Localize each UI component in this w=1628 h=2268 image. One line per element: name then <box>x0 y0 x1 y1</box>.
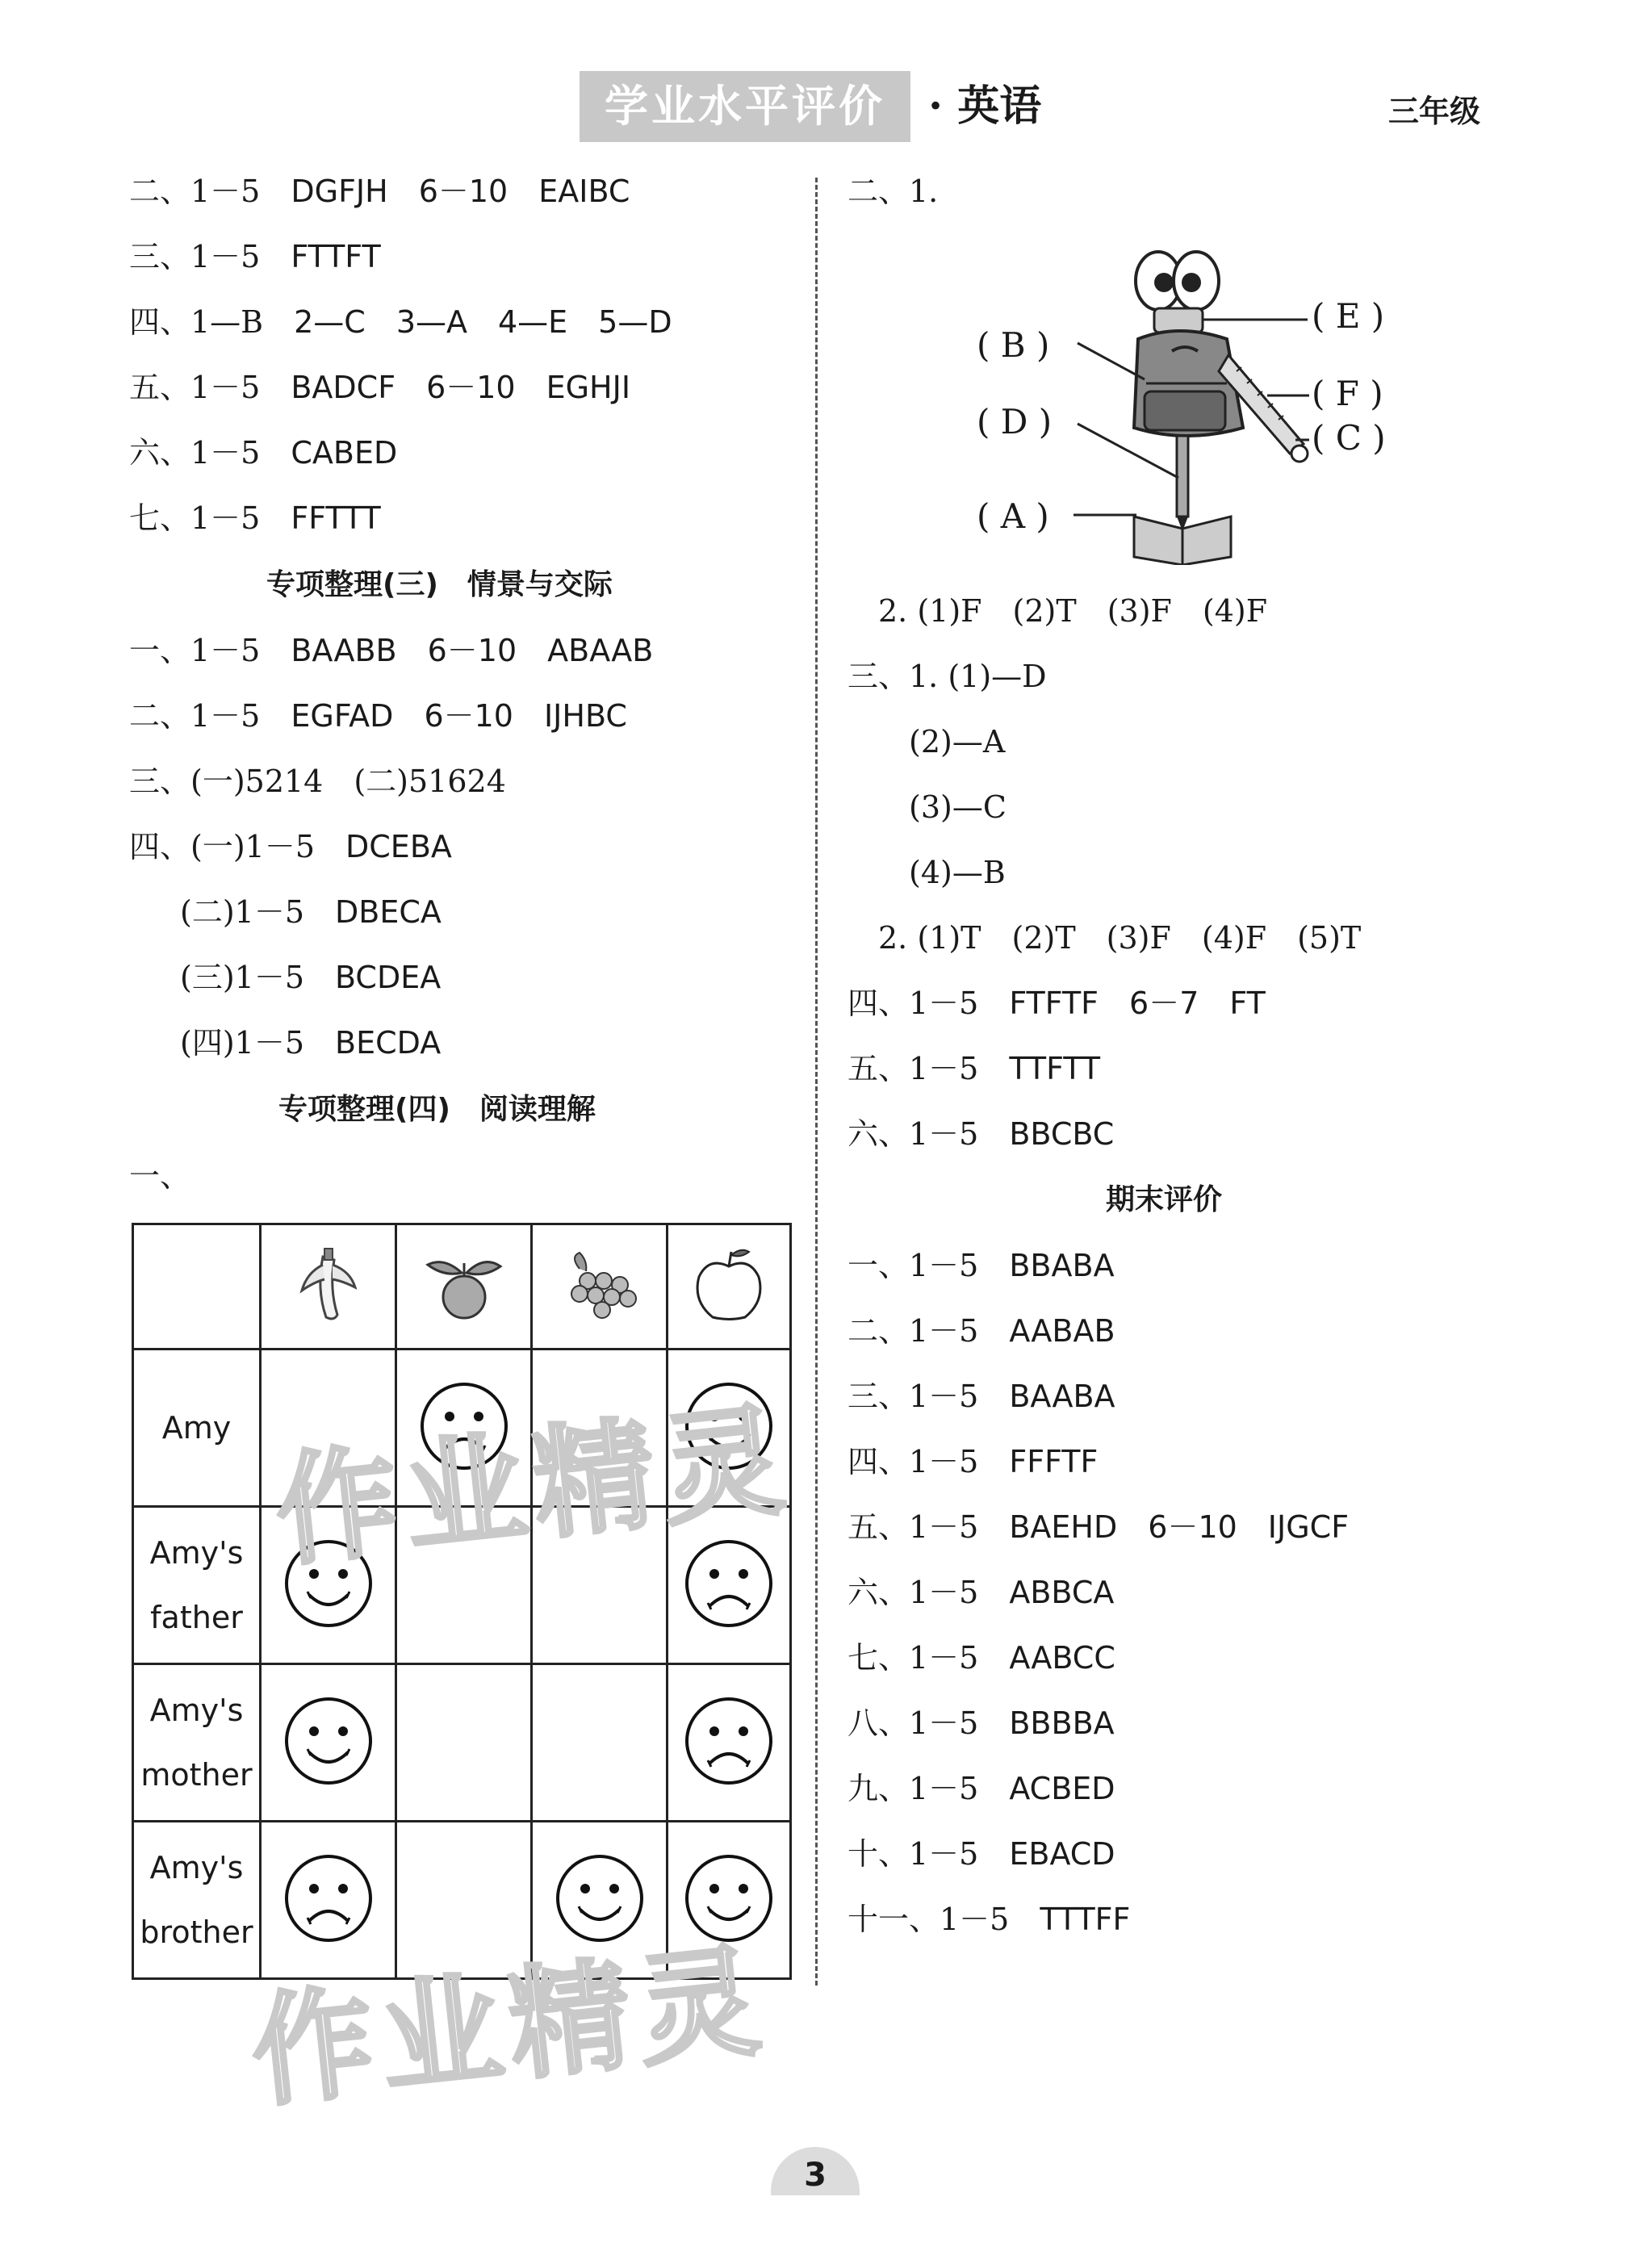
fruit-header <box>532 1224 668 1350</box>
face-cell <box>261 1664 396 1822</box>
section-title: 期末评价 <box>1106 1183 1223 1216</box>
watermark: 作业精灵 <box>245 1930 774 2124</box>
answer-line: 十、1－5 EBACD <box>847 1836 1115 1872</box>
answer-line: 七、1－5 FFTTT <box>129 500 381 536</box>
face-cell <box>668 1507 791 1664</box>
face-cell <box>396 1664 532 1822</box>
subject-title: · 英语 <box>928 82 1042 131</box>
face-cell <box>261 1507 396 1664</box>
face-cell <box>532 1822 668 1979</box>
answer-line: 二、1－5 EGFAD 6－10 IJHBC <box>129 698 627 734</box>
watermark: 作业精灵 <box>270 1389 798 1584</box>
sad-face-icon <box>280 1850 377 1947</box>
fruit-header <box>668 1224 791 1350</box>
section-label: 一、 <box>129 1158 191 1194</box>
answer-line: 二、1－5 AABAB <box>847 1313 1115 1349</box>
section-title: 专项整理(三) 情景与交际 <box>266 568 613 601</box>
picture-label-c: ( C ) <box>1312 418 1386 458</box>
column-divider <box>815 178 818 1986</box>
answer-line: 2. (1)F (2)T (3)F (4)F <box>847 593 1268 629</box>
face-cell <box>668 1350 791 1507</box>
fruit-header <box>396 1224 532 1350</box>
row-label: Amy's father <box>133 1507 261 1664</box>
sad-face-icon <box>416 1378 513 1475</box>
answer-line: 四、(一)1－5 DCEBA <box>129 829 452 864</box>
grapes-icon <box>555 1241 644 1329</box>
answer-line: 五、1－5 TTFTT <box>847 1051 1101 1086</box>
sad-face-icon <box>680 1693 777 1789</box>
section-title: 专项整理(四) 阅读理解 <box>278 1093 596 1126</box>
face-cell <box>396 1350 532 1507</box>
reading-table <box>132 1223 792 1980</box>
face-cell <box>261 1822 396 1979</box>
answer-line: 四、1—B 2—C 3—A 4—E 5—D <box>129 304 672 340</box>
answer-line: 六、1－5 BBCBC <box>847 1116 1115 1152</box>
section-label: 二、1. <box>847 174 939 209</box>
answer-line: 六、1－5 ABBCA <box>847 1575 1115 1610</box>
page-number: 3 <box>771 2147 860 2195</box>
answer-line: (四)1－5 BECDA <box>149 1025 442 1061</box>
answer-line: 2. (1)T (2)T (3)F (4)F (5)T <box>847 920 1362 956</box>
face-cell <box>396 1822 532 1979</box>
face-cell <box>261 1350 396 1507</box>
happy-face-icon <box>280 1535 377 1632</box>
picture-label-a: ( A ) <box>977 496 1049 536</box>
happy-face-icon <box>551 1850 648 1947</box>
answer-line: 三、1. (1)—D <box>847 659 1047 694</box>
face-cell <box>532 1507 668 1664</box>
happy-face-icon <box>680 1850 777 1947</box>
answer-line: (二)1－5 DBECA <box>149 894 442 930</box>
sad-face-icon <box>680 1535 777 1632</box>
grade-label: 三年级 <box>1388 93 1481 129</box>
answer-line: 三、(一)5214 (二)51624 <box>129 764 506 799</box>
fruit-header <box>261 1224 396 1350</box>
row-label: Amy's mother <box>133 1664 261 1822</box>
picture-label-b: ( B ) <box>977 325 1050 365</box>
answer-line: (三)1－5 BCDEA <box>149 960 442 995</box>
happy-face-icon <box>280 1693 377 1789</box>
picture-label-e: ( E ) <box>1312 296 1385 336</box>
answer-line: (3)—C <box>847 789 1007 825</box>
answer-line: 三、1－5 FTTFT <box>129 239 381 274</box>
face-cell <box>532 1664 668 1822</box>
answer-line: 五、1－5 BAEHD 6－10 IJGCF <box>847 1509 1350 1545</box>
answer-line: 十一、1－5 TTTFF <box>847 1902 1131 1937</box>
answer-line: 四、1－5 FTFTF 6－7 FT <box>847 985 1266 1021</box>
row-label: Amy <box>133 1350 261 1507</box>
face-cell <box>396 1507 532 1664</box>
orange-icon <box>420 1241 508 1329</box>
answer-line: 四、1－5 FFFTF <box>847 1444 1099 1479</box>
answer-line: (2)—A <box>847 724 1006 759</box>
answer-line: (4)—B <box>847 855 1006 890</box>
picture-label-d: ( D ) <box>977 402 1053 441</box>
answer-line: 七、1－5 AABCC <box>847 1640 1115 1676</box>
answer-line: 八、1－5 BBBBA <box>847 1705 1115 1741</box>
banana-icon <box>284 1241 373 1329</box>
face-cell <box>532 1350 668 1507</box>
picture-label-f: ( F ) <box>1312 374 1383 413</box>
table-corner <box>133 1224 261 1350</box>
face-cell <box>668 1822 791 1979</box>
apple-icon <box>684 1241 773 1329</box>
answer-line: 一、1－5 BBABA <box>847 1248 1115 1283</box>
answer-line: 六、1－5 CABED <box>129 435 398 471</box>
answer-line: 二、1－5 DGFJH 6－10 EAIBC <box>129 174 630 209</box>
answer-line: 一、1－5 BAABB 6－10 ABAAB <box>129 633 654 668</box>
series-title: 学业水平评价 <box>580 71 910 142</box>
face-cell <box>668 1664 791 1822</box>
answer-line: 五、1－5 BADCF 6－10 EGHJI <box>129 370 631 405</box>
answer-line: 三、1－5 BAABA <box>847 1379 1115 1414</box>
answer-line: 九、1－5 ACBED <box>847 1771 1115 1806</box>
row-label: Amy's brother <box>133 1822 261 1979</box>
happy-face-icon <box>680 1378 777 1475</box>
